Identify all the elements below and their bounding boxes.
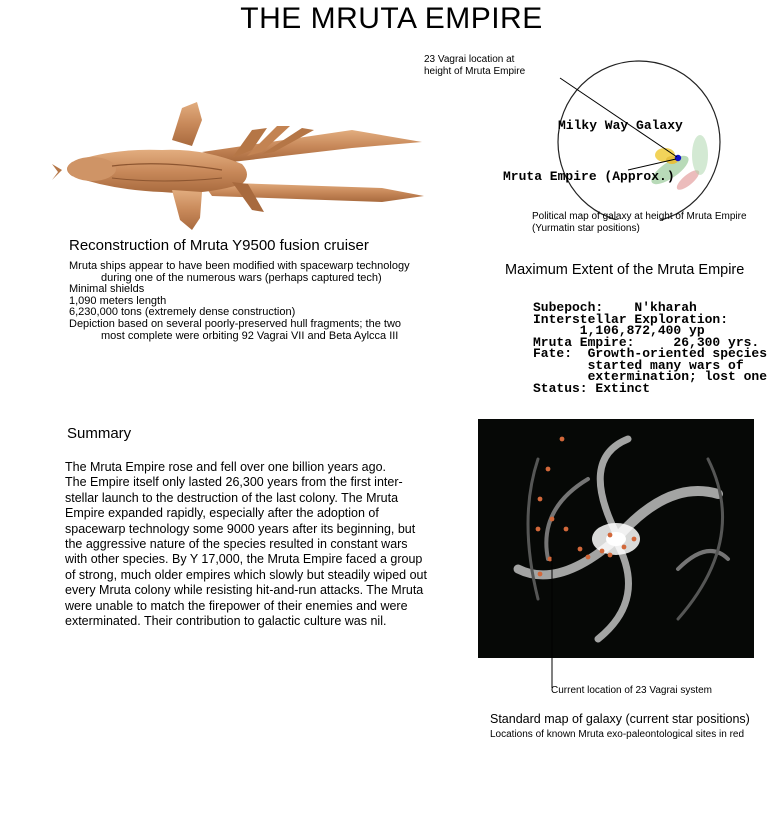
extent-line: 1,106,872,400 yp [533, 323, 705, 338]
mruta-empire-label: Mruta Empire (Approx.) [503, 169, 675, 184]
location-pointer [550, 658, 554, 688]
mruta-site-marker [538, 497, 543, 502]
extent-heading: Maximum Extent of the Mruta Empire [505, 262, 745, 278]
extent-line: Subepoch: N'kharah [533, 300, 697, 315]
fusion-cruiser-illustration [52, 100, 432, 235]
ship-note-line: most complete were orbiting 92 Vagrai VII and Beta Aylcca III [101, 329, 399, 342]
mruta-site-marker [564, 527, 569, 532]
summary-line: every Mruta colony while resisting hit-and-run attacks. The Mruta [65, 583, 424, 598]
extent-line: started many wars of [533, 357, 744, 373]
summary-text [65, 460, 467, 629]
mruta-site-marker [578, 547, 583, 552]
extent-details [533, 302, 767, 394]
mruta-site-marker [586, 555, 591, 560]
summary-line: stellar launch to the destruction of the last colony. The Mruta [65, 490, 399, 505]
mruta-site-marker [608, 533, 613, 538]
location-note-line: 23 Vagrai location at [424, 54, 515, 65]
mruta-site-marker [608, 553, 613, 558]
political-caption-line: (Yurmatin star positions) [532, 223, 640, 234]
extent-line: Interstellar Exploration: [533, 311, 729, 327]
summary-line: exterminated. Their contribution to galactic culture was nil. [65, 614, 387, 629]
ship-note-line: 6,230,000 tons (extremely dense construction) [69, 306, 296, 319]
mruta-site-marker [632, 537, 637, 542]
mruta-site-marker [560, 437, 565, 442]
location-note-line: height of Mruta Empire [424, 66, 526, 77]
summary-line: The Empire itself only lasted 26,300 years from the first inter- [65, 475, 403, 490]
mruta-site-marker [536, 527, 541, 532]
ship-note-line: 1,090 meters length [69, 294, 167, 307]
standard-map-subcaption: Locations of known Mruta exo-paleontological sites in red [490, 729, 745, 740]
current-location-label: Current location of 23 Vagrai system [551, 685, 713, 696]
political-map-caption [532, 211, 747, 235]
summary-line: were unable to match the firepower of their enemies and were [65, 598, 408, 613]
mruta-site-marker [538, 572, 543, 577]
summary-line: The Mruta Empire rose and fell over one billion years ago. [65, 460, 386, 474]
ship-note-line: Depiction based on several poorly-preserved hull fragments; the two [69, 317, 402, 330]
extent-line: Status: Extinct [533, 380, 651, 396]
summary-line: spacewarp technology some 9000 years after its beginning, but [65, 521, 416, 536]
summary-heading: Summary [67, 425, 132, 442]
political-caption-line: Political map of galaxy at height of Mruta Empire [532, 211, 747, 222]
mruta-site-marker [600, 549, 605, 554]
milky-way-label: Milky Way Galaxy [558, 118, 683, 133]
extent-line: Mruta Empire: 26,300 yrs. [533, 334, 760, 350]
standard-map-caption: Standard map of galaxy (current star positions) [490, 712, 750, 726]
summary-line: the aggressive nature of the species resulted in constant wars [65, 537, 408, 552]
political-galaxy-map [420, 60, 730, 220]
ship-note-line: Minimal shields [69, 283, 145, 296]
mruta-site-marker [546, 467, 551, 472]
summary-line: of strong, much older empires which slowly but steadily wiped out [65, 567, 427, 582]
extent-line: Fate: Growth-oriented species [533, 346, 768, 361]
page-title: THE MRUTA EMPIRE [240, 2, 543, 35]
summary-line: Empire expanded rapidly, especially after the adoption of [65, 506, 379, 521]
ship-note-line: Mruta ships appear to have been modified with spacewarp technology [69, 260, 410, 272]
extent-line: extermination; lost one [533, 369, 768, 384]
summary-line: with other species. By Y 17,000, the Mruta Empire faced a group [65, 552, 423, 567]
ship-notes [69, 261, 410, 342]
mruta-site-marker [622, 545, 627, 550]
mruta-site-marker [550, 517, 555, 522]
standard-galaxy-map [478, 419, 754, 658]
ship-caption: Reconstruction of Mruta Y9500 fusion cruiser [69, 237, 369, 254]
ship-note-line: during one of the numerous wars (perhaps captured tech) [101, 271, 382, 284]
